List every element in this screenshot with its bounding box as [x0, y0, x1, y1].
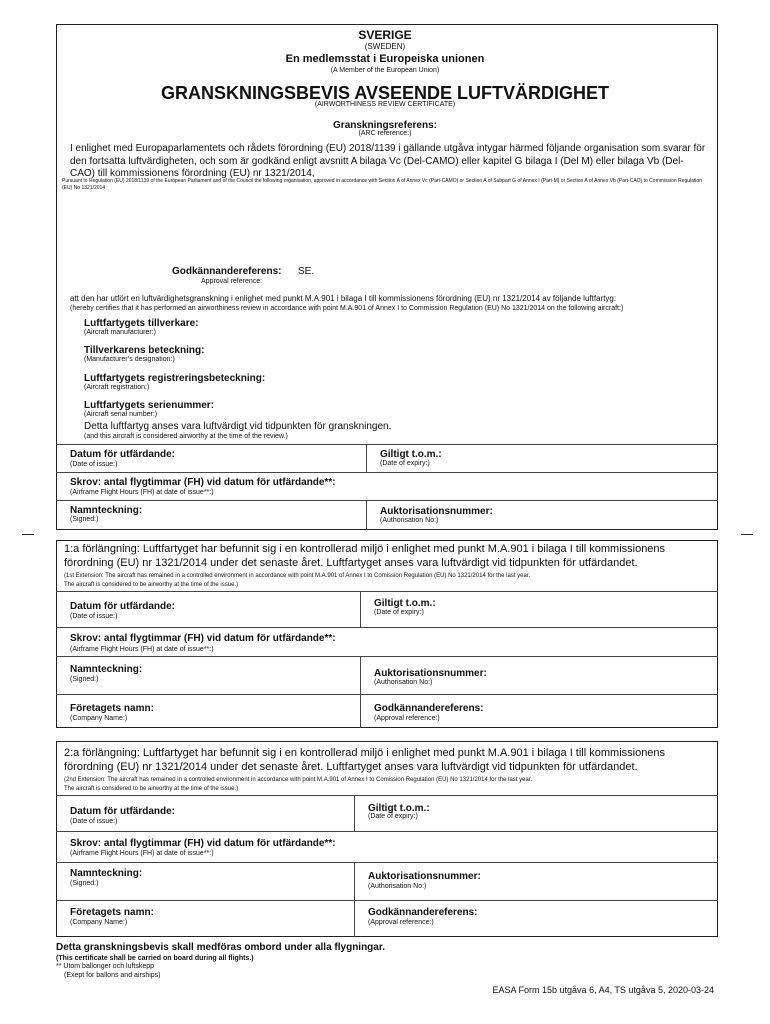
- extension-2-text: 2:a förlängning: Luftfartyget har befunnit sig i en kontrollerad miljö i enlighet med punkt M.A.901 i bilaga I till kommissionens förordning (EU) nr 1321/2014 under det senaste året. Luftfartyget anses vara luftvärdigt vid tidpunkten för utfärdandet.: [64, 747, 666, 773]
- divider: [56, 627, 718, 628]
- ext1-date-of-issue-label: Datum för utfärdande:: [70, 601, 175, 612]
- signed-label: Namnteckning:: [70, 505, 143, 516]
- member-state: En medlemsstat i Europeiska unionen: [285, 53, 485, 65]
- divider: [56, 500, 718, 501]
- extension-1-text-en-2: The aircraft is considered to be airworthy at the time of the issue.): [64, 582, 239, 588]
- country-subtitle: (SWEDEN): [364, 42, 406, 51]
- intro-text-en: Pursuant to Regulation (EU) 2018/1139 of the European Parliament and of the Council the following organisation, approved in accordance with Section A of Annex Vc (Part-CAMO) or Section A of Subpart G of Annex I (Part-M) or Section A of Annex Vb (Part-CAO) to Commission Regulation (EU) No 1321/2014: [62, 178, 702, 191]
- valid-until-label: Giltigt t.o.m.:: [380, 449, 442, 460]
- country-title: SVERIGE: [358, 28, 412, 42]
- divider: [56, 472, 718, 473]
- ext1-flight-hours-en: (Airframe Flight Hours (FH) at date of issue**:): [70, 646, 214, 653]
- ext1-date-of-issue-en: (Date of issue:): [70, 613, 118, 620]
- divider: [56, 900, 718, 901]
- aircraft-manufacturer-en: (Aircraft manufacturer:): [84, 329, 156, 336]
- divider: [354, 795, 355, 831]
- divider: [56, 444, 718, 445]
- page-title: GRANSKNINGSBEVIS AVSEENDE LUFTVÄRDIGHET: [160, 83, 610, 103]
- review-text-en: (hereby certifies that it has performed an airworthiness review in accordance with point M.A.901 of Annex I to Commission Regulation (EU) No 1321/2014 on the following aircraft:): [70, 305, 624, 312]
- ext2-approval-reference-label: Godkännandereferens:: [368, 907, 478, 918]
- divider: [366, 444, 367, 472]
- divider: [56, 591, 718, 592]
- arc-reference-en: (ARC reference:): [358, 130, 412, 137]
- ext2-approval-reference-en: (Approval reference:): [368, 919, 434, 926]
- form-identifier: EASA Form 15b utgåva 6, A4, TS utgåva 5, 2020-03-24: [492, 985, 714, 995]
- aircraft-serial-en: (Aircraft serial number:): [84, 411, 158, 418]
- carry-on-board-notice: Detta granskningsbevis skall medföras ombord under alla flygningar.: [56, 942, 385, 953]
- divider: [56, 694, 718, 695]
- ext1-signed-label: Namnteckning:: [70, 664, 143, 675]
- ext1-authorisation-number-en: (Authorisation No:): [374, 679, 433, 686]
- ext1-flight-hours-label: Skrov: antal flygtimmar (FH) vid datum för utfärdande**:: [70, 633, 336, 644]
- divider: [56, 862, 718, 863]
- airworthy-statement-en: (and this aircraft is considered airworthy at the time of the review.): [84, 433, 288, 440]
- ext1-company-name-en: (Company Name:): [70, 715, 128, 722]
- approval-reference-value: SE.: [298, 266, 315, 277]
- ext1-approval-reference-en: (Approval reference:): [374, 715, 440, 722]
- ext2-flight-hours-en: (Airframe Flight Hours (FH) at date of issue**:): [70, 850, 214, 857]
- review-text: att den har utfört en luftvärdighetsgranskning i enlighet med punkt M.A.901 i bilaga I till kommissionens förordning (EU) nr 1321/2014 av följande luftfartyg:: [70, 294, 617, 303]
- aircraft-registration-en: (Aircraft registration:): [84, 384, 150, 391]
- ext1-valid-until-en: (Date of expiry:): [374, 609, 424, 616]
- airworthy-statement: Detta luftfartyg anses vara luftvärdigt vid tidpunkten för granskningen.: [84, 421, 392, 432]
- extension-2-text-en-1: (2nd Extension: The aircraft has remained in a controlled environment in accordance with point M.A.901 of Annex I to Comission Regulation (EU) No 1321/2014 for the last year.: [64, 777, 533, 783]
- extension-1-text-en-1: (1st Extension: The aircraft has remained in a controlled environment in accordance with point M.A.901 of Annex I to Comission Regulation (EU) No 1321/2014 for the last year.: [64, 573, 531, 579]
- signed-en: (Signed:): [70, 516, 99, 523]
- ext1-approval-reference-label: Godkännandereferens:: [374, 703, 484, 714]
- margin-mark-right: [741, 534, 753, 535]
- approval-reference-en: Approval reference:: [201, 278, 263, 285]
- footnote-en: (Exept for ballons and airships): [64, 972, 161, 979]
- approval-reference-label: Godkännandereferens:: [172, 266, 282, 277]
- member-state-en: (A Member of the European Union): [330, 67, 440, 74]
- divider: [56, 795, 718, 796]
- valid-until-en: (Date of expiry:): [380, 460, 430, 467]
- ext2-valid-until-en: (Date of expiry:): [368, 813, 418, 820]
- ext1-valid-until-label: Giltigt t.o.m.:: [374, 598, 436, 609]
- ext2-date-of-issue-label: Datum för utfärdande:: [70, 806, 175, 817]
- ext2-valid-until-label: Giltigt t.o.m.:: [368, 803, 430, 814]
- date-of-issue-en: (Date of issue:): [70, 461, 118, 468]
- ext1-authorisation-number-label: Auktorisationsnummer:: [374, 668, 487, 679]
- ext2-company-name-en: (Company Name:): [70, 919, 128, 926]
- ext2-signed-en: (Signed:): [70, 880, 99, 887]
- divider: [366, 500, 367, 530]
- intro-text: I enlighet med Europaparlamentets och rådets förordning (EU) 2018/1139 i gällande utgåva intygar härmed följande organisation som svarar för den fortsatta luftvärdigheten, och som är godkänd enligt avsnitt A bilaga Vc (Del-CAMO) eller kapitel G bilaga I (Del M) eller bilaga Vb (Del-CAO) till kommissionens förordning (EU) nr 1321/2014,: [70, 143, 706, 180]
- authorisation-number-label: Auktorisationsnummer:: [380, 506, 493, 517]
- date-of-issue-label: Datum för utfärdande:: [70, 449, 175, 460]
- aircraft-registration-label: Luftfartygets registreringsbeteckning:: [84, 373, 266, 384]
- ext1-signed-en: (Signed:): [70, 676, 99, 683]
- manufacturer-designation-label: Tillverkarens beteckning:: [84, 345, 205, 356]
- ext2-date-of-issue-en: (Date of issue:): [70, 818, 118, 825]
- manufacturer-designation-en: (Manufacturer’s designation:): [84, 356, 175, 363]
- carry-on-board-notice-en: (This certificate shall be carried on board during all flights.): [56, 955, 254, 962]
- divider: [56, 656, 718, 657]
- aircraft-manufacturer-label: Luftfartygets tillverkare:: [84, 318, 199, 329]
- ext2-signed-label: Namnteckning:: [70, 868, 143, 879]
- ext2-authorisation-number-label: Auktorisationsnummer:: [368, 871, 481, 882]
- flight-hours-label: Skrov: antal flygtimmar (FH) vid datum för utfärdande**:: [70, 477, 336, 488]
- extension-2-text-en-2: The aircraft is considered to be airworthy at the time of the issue.): [64, 786, 239, 792]
- ext2-company-name-label: Företagets namn:: [70, 907, 154, 918]
- ext1-company-name-label: Företagets namn:: [70, 703, 154, 714]
- divider: [354, 862, 355, 937]
- arc-reference-label: Granskningsreferens:: [333, 120, 437, 131]
- divider: [360, 656, 361, 728]
- authorisation-number-en: (Authorisation No:): [380, 517, 439, 524]
- divider: [56, 831, 718, 832]
- page-title-en: (AIRWORTHINESS REVIEW CERTIFICATE): [314, 101, 456, 108]
- divider: [360, 591, 361, 627]
- aircraft-serial-label: Luftfartygets serienummer:: [84, 400, 215, 411]
- ext2-authorisation-number-en: (Authorisation No:): [368, 883, 427, 890]
- ext2-flight-hours-label: Skrov: antal flygtimmar (FH) vid datum för utfärdande**:: [70, 838, 336, 849]
- extension-1-text: 1:a förlängning: Luftfartyget har befunnit sig i en kontrollerad miljö i enlighet med punkt M.A.901 i bilaga I till kommissionens förordning (EU) nr 1321/2014 under det senaste året. Luftfartyget anses vara luftvärdigt vid tidpunkten för utfärdandet.: [64, 543, 666, 569]
- margin-mark-left: [22, 534, 34, 535]
- footnote: ** Utom ballonger och luftskepp: [56, 963, 155, 970]
- flight-hours-en: (Airframe Flight Hours (FH) at date of issue**:): [70, 489, 214, 496]
